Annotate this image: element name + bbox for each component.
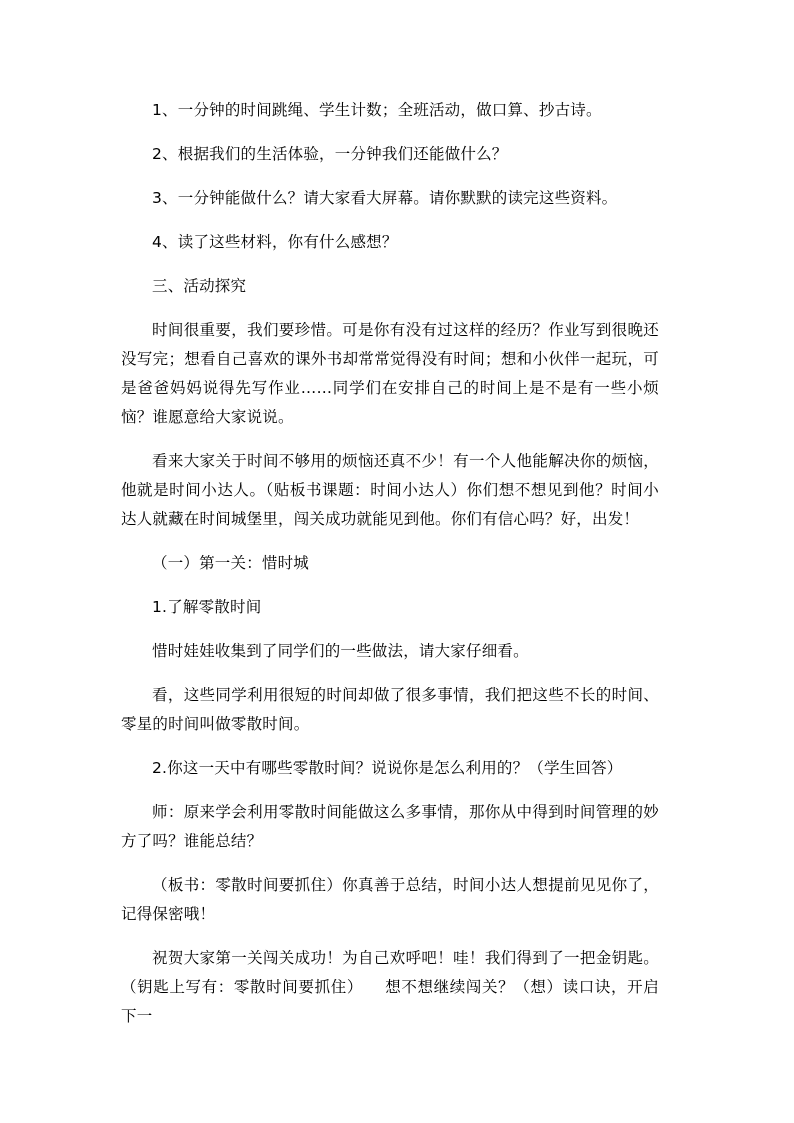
paragraph-item-2: 2、根据我们的生活体验，一分钟我们还能做什么？: [152, 145, 508, 163]
paragraph-congratulations: 祝贺大家第一关闯关成功！为自己欢呼吧！哇！我们得到了一把金钥匙。（钥匙上写有：零散时间要抓住） 想不想继续闯关？（想）读口诀，开启下一: [121, 949, 659, 1025]
paragraph-question-usage: 2.你这一天中有哪些零散时间？说说你是怎么利用的？（学生回答）: [152, 759, 623, 777]
section-heading-activity: 三、活动探究: [152, 277, 247, 295]
paragraph-item-4: 4、读了这些材料，你有什么感想？: [152, 233, 398, 251]
paragraph-time-master: 看来大家关于时间不够用的烦恼还真不少！有一个人他能解决你的烦恼，他就是时间小达人。（贴板书课题：时间小达人）你们想不想见到他？时间小达人就藏在时间城堡里，闯关成功就能见到他。你们有信心吗？好，出发！: [121, 452, 659, 528]
paragraph-board-note: （板书：零散时间要抓住）你真善于总结，时间小达人想提前见见你了，记得保密哦！: [121, 876, 659, 923]
subheading-first-level: （一）第一关：惜时城: [152, 554, 310, 572]
paragraph-item-1: 1、一分钟的时间跳绳、学生计数；全班活动，做口算、抄古诗。: [152, 101, 602, 119]
paragraph-time-importance: 时间很重要，我们要珍惜。可是你有没有过这样的经历？作业写到很晚还没写完；想看自己喜欢的课外书却常常觉得没有时间；想和小伙伴一起玩，可是爸爸妈妈说得先写作业……同学们在安排自己的时间上是不是有一些小烦恼？谁愿意给大家说说。: [121, 321, 659, 426]
paragraph-collected-practices: 惜时娃娃收集到了同学们的一些做法，请大家仔细看。: [152, 642, 529, 660]
document-body: [121, 96, 659, 1031]
paragraph-item-3: 3、一分钟能做什么？请大家看大屏幕。请你默默的读完这些资料。: [152, 189, 618, 207]
paragraph-teacher-summary: 师：原来学会利用零散时间能做这么多事情，那你从中得到时间管理的妙方了吗？谁能总结？: [121, 803, 659, 850]
subheading-scattered-time: 1.了解零散时间: [152, 598, 262, 616]
paragraph-scattered-definition: 看，这些同学利用很短的时间却做了很多事情，我们把这些不长的时间、零星的时间叫做零散时间。: [121, 686, 659, 733]
